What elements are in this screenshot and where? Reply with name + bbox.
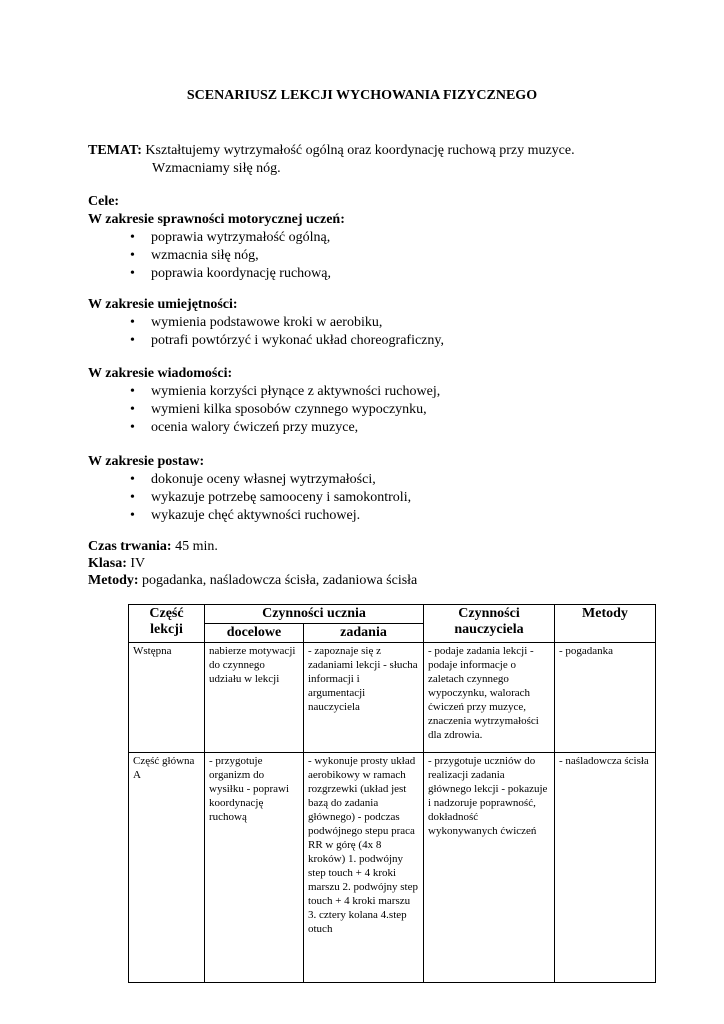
header-target: docelowe	[205, 624, 304, 643]
header-tasks: zadania	[304, 624, 424, 643]
cell-methods: - pogadanka	[555, 643, 656, 753]
class-value: IV	[126, 556, 146, 571]
goals-list	[88, 383, 440, 437]
cell-methods: - naśladowcza ścisła	[555, 753, 656, 983]
list-item: • ocenia walory ćwiczeń przy muzyce,	[88, 419, 440, 437]
duration-value: 45 min.	[171, 539, 218, 554]
goals-knowledge	[88, 365, 440, 437]
duration-label: Czas trwania:	[88, 539, 172, 554]
goals-label: Cele:	[88, 194, 120, 209]
cell-tasks: - zapoznaje się z zadaniami lekcji - słucha informacji i argumentacji nauczyciela	[304, 643, 424, 753]
header-teacher-activities: Czynności nauczyciela	[424, 605, 555, 643]
lesson-table	[128, 604, 656, 983]
header-methods: Metody	[555, 605, 656, 643]
list-item: • poprawia wytrzymałość ogólną,	[88, 229, 345, 247]
cell-part: Część główna A	[129, 753, 205, 983]
list-item: • poprawia koordynację ruchową,	[88, 265, 345, 283]
section-heading: W zakresie wiadomości:	[88, 366, 233, 381]
section-heading: W zakresie umiejętności:	[88, 297, 238, 312]
lesson-topic	[88, 142, 575, 178]
cell-target: nabierze motywacji do czynnego udziału w lekcji	[205, 643, 304, 753]
list-item: • potrafi powtórzyć i wykonać układ choreograficzny,	[88, 332, 444, 350]
list-item: • wymienia podstawowe kroki w aerobiku,	[88, 314, 444, 332]
list-item: • wykazuje potrzebę samooceny i samokontroli,	[88, 489, 411, 507]
methods-label: Metody:	[88, 573, 139, 588]
topic-label: TEMAT:	[88, 143, 142, 158]
document-title: SCENARIUSZ LEKCJI WYCHOWANIA FIZYCZNEGO	[186, 88, 538, 103]
list-item: • wymienia korzyści płynące z aktywności ruchowej,	[88, 383, 440, 401]
goals-list	[88, 314, 444, 350]
goals-list	[88, 229, 345, 283]
lesson-meta	[88, 538, 417, 589]
cell-teacher: - przygotuje uczniów do realizacji zadania głównego lekcji - pokazuje i nadzoruje poprawność, dokładność wykonywanych ćwiczeń	[424, 753, 555, 983]
goals-list	[88, 471, 411, 525]
table-row	[129, 643, 656, 753]
section-heading: W zakresie sprawności motorycznej uczeń:	[88, 212, 345, 227]
list-item: • wzmacnia siłę nóg,	[88, 247, 345, 265]
section-heading: W zakresie postaw:	[88, 454, 205, 469]
header-part: Część lekcji	[129, 605, 205, 643]
cell-tasks: - wykonuje prosty układ aerobikowy w ramach rozgrzewki (układ jest bazą do zadania głównego) - podczas podwójnego stepu praca RR w górę (4x 8 kroków) 1. podwójny step touch + 4 kroki marszu 2. podwójny step touch + 4 kroki marszu 3. cztery kolana 4.step otuch	[304, 753, 424, 983]
methods-value: pogadanka, naśladowcza ścisła, zadaniowa ścisła	[138, 573, 418, 588]
cell-teacher: - podaje zadania lekcji - podaje informacje o zaletach czynnego wypoczynku, walorach ćwiczeń przy muzyce, znaczenia wytrzymałości dla zdrowia.	[424, 643, 555, 753]
table-row	[129, 753, 656, 983]
list-item: • wykazuje chęć aktywności ruchowej.	[88, 507, 411, 525]
topic-line-2: Wzmacniamy siłę nóg.	[152, 161, 281, 176]
list-item: • dokonuje oceny własnej wytrzymałości,	[88, 471, 411, 489]
list-item: • wymieni kilka sposobów czynnego wypoczynku,	[88, 401, 440, 419]
goals-motor	[88, 193, 345, 283]
cell-part: Wstępna	[129, 643, 205, 753]
cell-target: - przygotuje organizm do wysiłku - poprawi koordynację ruchową	[205, 753, 304, 983]
topic-line-1: Kształtujemy wytrzymałość ogólną oraz koordynację ruchową przy muzyce.	[145, 143, 575, 158]
goals-attitudes	[88, 453, 411, 525]
class-label: Klasa:	[88, 556, 127, 571]
header-student-activities: Czynności ucznia	[205, 605, 424, 624]
goals-skills	[88, 296, 444, 350]
